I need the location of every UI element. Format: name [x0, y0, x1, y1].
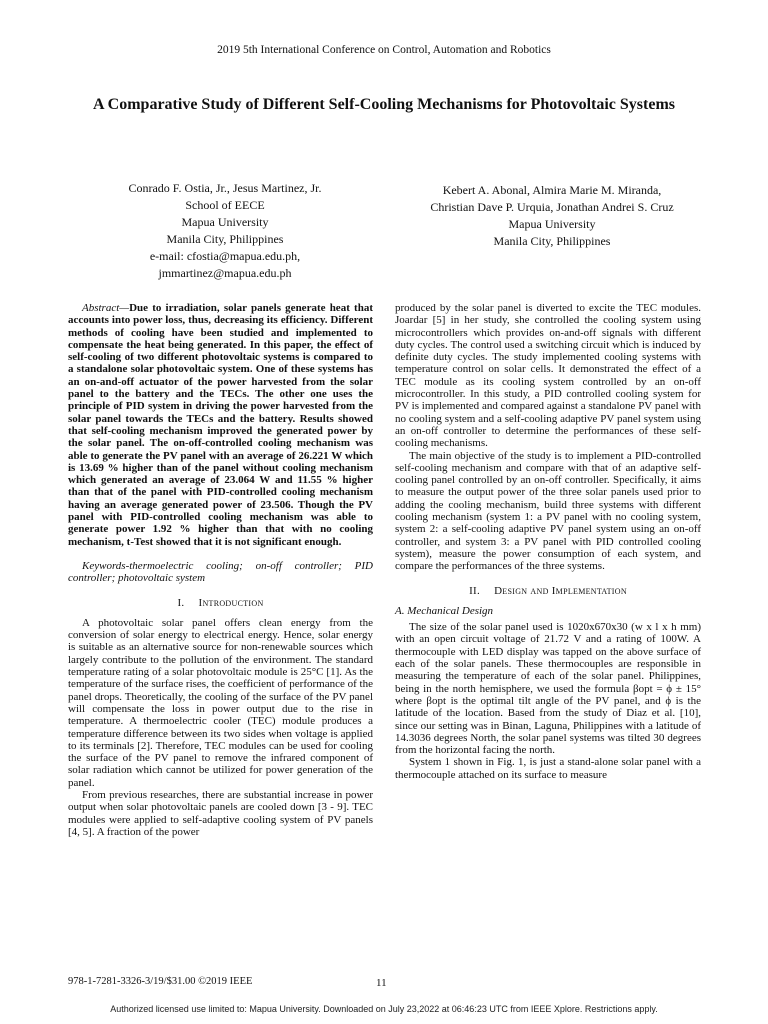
abstract-label: Abstract—	[82, 302, 130, 314]
section-title: Introduction	[198, 596, 264, 609]
author-block-left	[80, 180, 370, 282]
author-city: Manila City, Philippines	[166, 232, 284, 246]
page-number: 11	[376, 977, 387, 989]
paragraph: System 1 shown in Fig. 1, is just a stand-alone solar panel with a thermocouple attached on its surface to measure	[395, 756, 701, 781]
paragraph: A photovoltaic solar panel offers clean energy from the conversion of solar energy to electrical energy. Hence, solar energy is suitable as an alternative source for non-renewable sources which largely contribute to the pollution of the environment. The standard temperature rating of a solar photovoltaic module is 25°C [1]. As the temperature of the surface rises, the coefficient of performance of the panel drops. Theoretically, the cooling of the surface of the PV panel will compensate the loss in power output due to the rise in temperature. A thermoelectric cooler (TEC) module produces a temperature difference between its two sides when voltage is applied to its terminals [2]. Therefore, TEC modules can be used for cooling the surface of the PV panel to remove the infrared component of solar radiation which cannot be utilized for power generation of the panel.	[68, 616, 373, 789]
paragraph: produced by the solar panel is diverted to excite the TEC modules. Joardar [5] in her study, she controlled the cooling system using microcontrollers which provides on-and-off signals with different duty cycles. The control used a switching circuit which is induced by definite duty cycles. The study implemented cooling systems with temperature control on solar cells. It demonstrated the effect of a TEC module as its cooling system controlled by an on-off microcontroller. In this study, a PID controlled cooling system for PV is implemented and compared against a standalone PV panel with no cooling system and a self-cooling adaptive PV panel system using an on-off controller to determine the performances of these self-cooling mechanisms.	[395, 302, 701, 450]
abstract-text: Due to irradiation, solar panels generate heat that accounts into power loss, thus, decreasing its efficiency. Different methods of cooling have been studied and implemented to compensate the heat being generated. In this paper, the effect of self-cooling of two different photovoltaic systems is compared to a standalone solar photovoltaic system. One of these systems has an on-and-off actuator of the power harvested from the solar panel to the battery and the TECs. The other one uses the principle of PID system in driving the power harvested from the solar panel towards the TECs and the battery. Results showed that self-cooling mechanism improved the generated power by the solar panel. The on-off-controlled cooling mechanism was able to generate the PV panel with an average of 26.221 W which is 13.69 % higher than of the panel without cooling mechanism which generated an average of 23.064 W and 11.55 % higher than that of the panel with PID-controlled cooling mechanism having an average generated power of 23.506. Though the PV panel with PID-controlled cooling mechanism was able to generate power 1.92 % higher than that with no cooling mechanism, t-Test showed that it is not significant enough.	[68, 302, 373, 548]
author-city: Manila City, Philippines	[493, 234, 611, 248]
paper-title: A Comparative Study of Different Self-Cooling Mechanisms for Photovoltaic Systems	[92, 96, 676, 113]
keywords: Keywords-thermoelectric cooling; on-off controller; PID controller; photovoltaic system	[68, 559, 373, 585]
author-names: Conrado F. Ostia, Jr., Jesus Martinez, Jr.	[128, 181, 322, 195]
section-title: Design and Implementation	[494, 584, 627, 597]
subsection-heading: A. Mechanical Design	[395, 604, 494, 617]
abstract	[68, 302, 373, 548]
license-notice: Authorized licensed use limited to: Mapua University. Downloaded on July 23,2022 at 06:46:23 UTC from IEEE Xplore. Restrictions apply.	[110, 1004, 658, 1014]
author-names: Kebert A. Abonal, Almira Marie M. Miranda,	[442, 183, 662, 197]
author-block-right	[402, 182, 702, 250]
paragraph: The main objective of the study is to implement a PID-controlled self-cooling mechanism and compare with that of an adaptive self-cooling panel controlled by an on-off controller. Specifically, it aims to measure the output power of the three solar panels used prior to adding the cooling mechanism, build three systems with different cooling mechanism (system 1: a PV panel with no cooling system, system 2: a self-cooling adaptive PV panel system using an on-off controller, and system 3: a PV panel with PID controlled cooling system), measure the power consumption of each system, and compare the performances of the three systems.	[395, 449, 701, 573]
paragraph: The size of the solar panel used is 1020x670x30 (w x l x h mm) with an open circuit voltage of 21.72 V and a rating of 100W. A thermocouple with LED display was tapped on the above surface of each of the solar panels. These thermocouples are responsible in measuring the temperature of each of the solar panel. Philippines, being in the north hemisphere, we used the formula βopt = ϕ ± 15° where βopt is the optimal tilt angle of the PV panel, and ϕ is the latitude of the location. Based from the study of Diaz et al. [10], since our setting was in Binan, Laguna, Philippines with a latitude of 14.3036 degrees North, the solar panel systems was tilted 30 degrees from the horizontal facing the north.	[395, 621, 701, 757]
section-number: I.	[177, 596, 185, 609]
author-university: Mapua University	[508, 217, 596, 231]
left-column	[68, 302, 373, 838]
section-number: II.	[469, 584, 481, 597]
footer-isbn: 978-1-7281-3326-3/19/$31.00 ©2019 IEEE	[68, 976, 253, 987]
section-heading-design	[395, 585, 701, 597]
conference-header: 2019 5th International Conference on Control, Automation and Robotics	[217, 44, 551, 56]
author-names: Christian Dave P. Urquia, Jonathan Andrei S. Cruz	[430, 200, 674, 214]
right-column	[395, 302, 701, 781]
author-university: Mapua University	[181, 215, 269, 229]
section-heading-introduction	[68, 597, 373, 609]
paragraph: From previous researches, there are substantial increase in power output when solar photovoltaic panels are cooled down [3 - 9]. TEC modules were applied to self-adaptive cooling system of PV panels [4, 5]. A fraction of the power	[68, 788, 373, 838]
author-department: School of EECE	[185, 198, 265, 212]
author-email: e-mail: cfostia@mapua.edu.ph,	[149, 249, 301, 263]
author-email: jmmartinez@mapua.edu.ph	[158, 266, 292, 280]
